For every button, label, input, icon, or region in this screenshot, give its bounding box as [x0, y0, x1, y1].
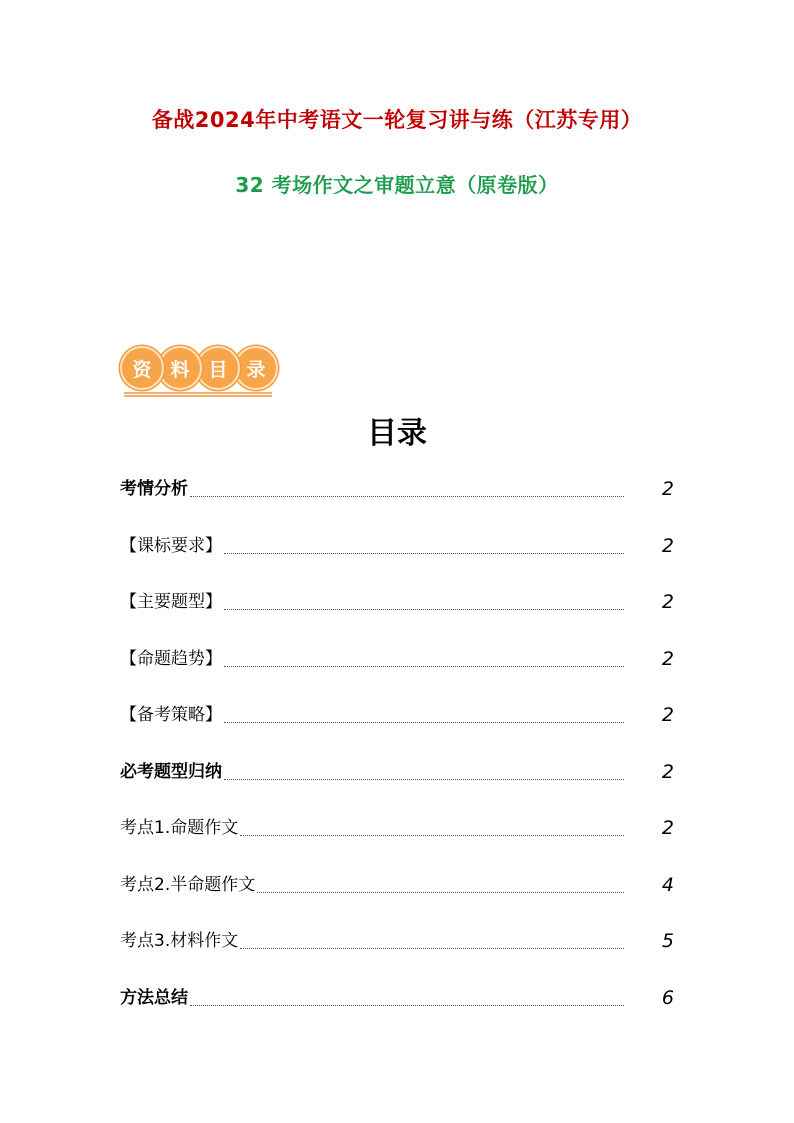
toc-page-number: 2 [661, 534, 674, 557]
toc-page-number: 5 [661, 930, 674, 952]
toc-leader-dots [224, 531, 624, 554]
document-title: 备战2024年中考语文一轮复习讲与练（江苏专用） [151, 108, 643, 132]
badge-char: 目 [208, 358, 228, 381]
toc-entry-label: 【主要题型】 [120, 592, 222, 612]
toc-leader-dots [190, 983, 624, 1006]
toc-leader-dots [224, 644, 624, 667]
toc-leader-dots [240, 926, 624, 949]
badge-circle [234, 346, 278, 390]
toc-page-number: 2 [661, 478, 674, 500]
badge-underline [124, 395, 272, 397]
toc-entry-label: 方法总结 [120, 987, 188, 1008]
badge-char: 录 [246, 358, 266, 381]
toc-entry[interactable] [120, 531, 676, 588]
badge-circle [158, 346, 202, 390]
toc-page-number: 2 [661, 647, 674, 670]
toc-entry[interactable] [120, 870, 676, 927]
toc-page-number: 2 [661, 591, 674, 613]
toc-entry-label: 【课标要求】 [120, 535, 222, 556]
table-of-contents [120, 474, 676, 1039]
toc-page-number: 6 [661, 986, 674, 1009]
toc-entry[interactable] [120, 700, 676, 757]
toc-heading: 目录 [367, 416, 427, 451]
toc-entry-label: 考情分析 [120, 479, 188, 499]
toc-entry[interactable] [120, 926, 676, 983]
toc-entry-label: 考点1.命题作文 [120, 818, 239, 838]
badge-char: 料 [170, 358, 190, 381]
toc-entry-label: 【备考策略】 [120, 705, 222, 725]
toc-entry[interactable] [120, 813, 676, 870]
toc-page-number: 4 [661, 873, 674, 896]
toc-entry[interactable] [120, 757, 676, 814]
contents-badge [118, 342, 278, 396]
badge-circle [196, 346, 240, 390]
toc-entry[interactable] [120, 644, 676, 701]
badge-char: 资 [132, 358, 152, 381]
toc-page-number: 2 [661, 704, 674, 726]
toc-leader-dots [224, 757, 624, 780]
toc-leader-dots [224, 700, 624, 723]
toc-leader-dots [190, 474, 624, 497]
toc-entry[interactable] [120, 983, 676, 1040]
toc-entry[interactable] [120, 587, 676, 644]
toc-leader-dots [224, 587, 624, 610]
toc-entry-label: 考点3.材料作文 [120, 931, 239, 951]
toc-entry-label: 【命题趋势】 [120, 648, 222, 669]
badge-underline [124, 392, 272, 394]
toc-page-number: 2 [661, 817, 674, 839]
badge-circle [120, 346, 164, 390]
toc-entry-label: 考点2.半命题作文 [120, 874, 256, 895]
toc-entry-label: 必考题型归纳 [120, 761, 222, 782]
document-subtitle: 32 考场作文之审题立意（原卷版） [235, 173, 559, 197]
toc-leader-dots [240, 813, 624, 836]
toc-page-number: 2 [661, 760, 674, 783]
toc-entry[interactable] [120, 474, 676, 531]
toc-leader-dots [257, 870, 624, 893]
